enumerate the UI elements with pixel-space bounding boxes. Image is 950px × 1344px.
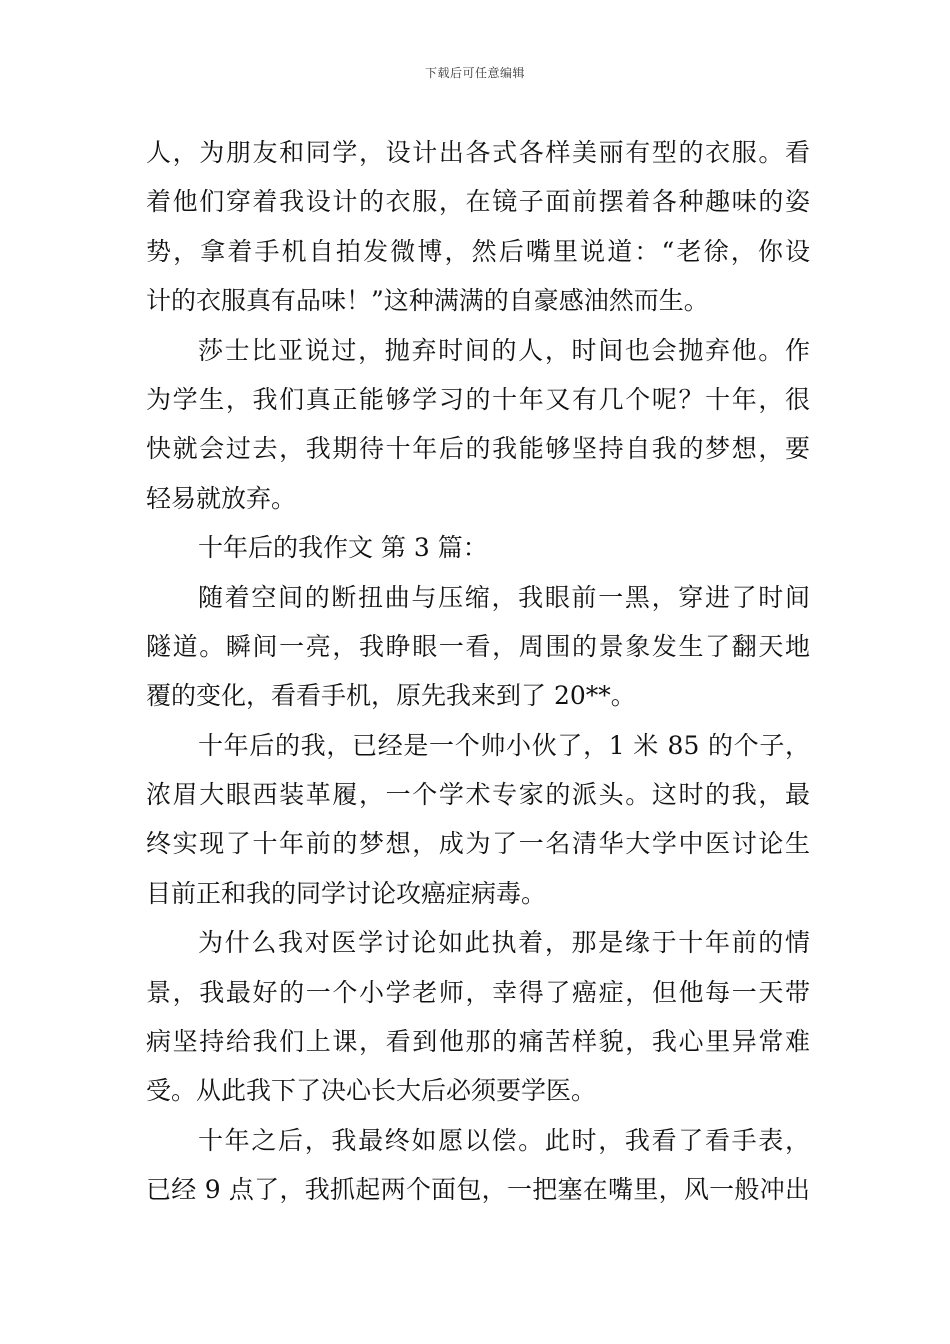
text-line: 终实现了十年前的梦想，成为了一名清华大学中医讨论生 (146, 829, 810, 859)
text-line: 轻易就放弃。 (146, 483, 297, 513)
text-line: 势，拿着手机自拍发微博，然后嘴里说道：“老徐，你设 (146, 236, 810, 266)
text-line: 随着空间的断扭曲与压缩，我眼前一黑，穿进了时间 (198, 582, 810, 612)
text-line: 为学生，我们真正能够学习的十年又有几个呢？十年，很 (146, 384, 810, 414)
text-line: 目前正和我的同学讨论攻癌症病毒。 (146, 878, 547, 908)
text-line: 计的衣服真有品味！”这种满满的自豪感油然而生。 (146, 286, 709, 316)
document-body (146, 128, 810, 1215)
text-line: 隧道。瞬间一亮，我睁眼一看，周围的景象发生了翻天地 (146, 631, 810, 661)
text-line: 病坚持给我们上课，看到他那的痛苦样貌，我心里异常难 (146, 1027, 810, 1057)
text-line: 快就会过去，我期待十年后的我能够坚持自我的梦想，要 (146, 434, 810, 464)
text-line: 莎士比亚说过，抛弃时间的人，时间也会抛弃他。作 (198, 335, 810, 365)
text-line: 浓眉大眼西装革履，一个学术专家的派头。这时的我，最 (146, 780, 810, 810)
text-line: 已经 9 点了，我抓起两个面包，一把塞在嘴里，风一般冲出 (146, 1175, 810, 1205)
text-line: 人，为朋友和同学，设计出各式各样美丽有型的衣服。看 (146, 138, 810, 167)
text-line: 受。从此我下了决心长大后必须要学医。 (146, 1076, 597, 1106)
text-line: 为什么我对医学讨论如此执着，那是缘于十年前的情 (198, 928, 810, 958)
text-line: 覆的变化，看看手机，原先我来到了 20**。 (146, 681, 636, 711)
text-line: 十年后的我，已经是一个帅小伙了，1 米 85 的个子， (198, 730, 810, 760)
text-line: 十年之后，我最终如愿以偿。此时，我看了看手表， (198, 1125, 810, 1155)
page-header: 下载后可任意编辑 (424, 66, 525, 80)
text-line: 景，我最好的一个小学老师，幸得了癌症，但他每一天带 (146, 977, 810, 1007)
text-line: 着他们穿着我设计的衣服，在镜子面前摆着各种趣味的姿 (146, 187, 810, 217)
section-heading: 十年后的我作文 第 3 篇： (198, 533, 488, 563)
